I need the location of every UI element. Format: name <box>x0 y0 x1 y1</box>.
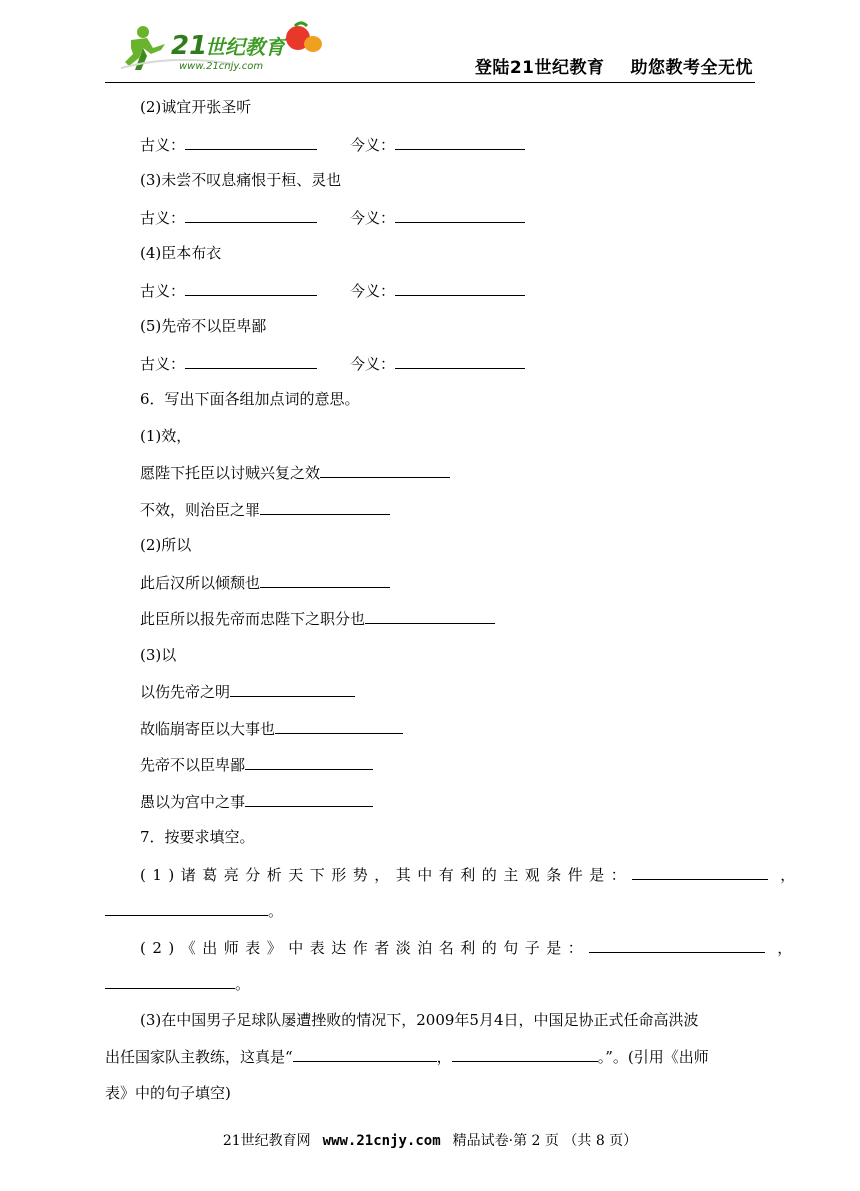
question-6-2a <box>140 570 390 594</box>
question-7-3c: 表》中的句子填空) <box>105 1084 231 1102</box>
question-7-2 <box>140 935 792 959</box>
svg-text:www.21cnjy.com: www.21cnjy.com <box>179 61 264 72</box>
blank <box>589 935 765 953</box>
question-7-1-cont <box>105 898 283 922</box>
question-5-3: (3)未尝不叹息痛恨于桓、灵也 <box>140 171 342 189</box>
sentence: 故临崩寄臣以大事也 <box>140 720 276 738</box>
jin-label: 今义： <box>350 355 396 373</box>
blank <box>105 971 235 989</box>
footer-url[interactable]: www.21cnjy.com <box>322 1133 441 1149</box>
blank <box>260 497 390 515</box>
jin-label: 今义： <box>350 282 396 300</box>
answer-line <box>140 278 525 302</box>
blank <box>395 278 525 296</box>
blank <box>395 351 525 369</box>
blank <box>185 205 317 223</box>
question-7-2-cont <box>105 971 250 995</box>
sentence: (1)诸葛亮分析天下形势，其中有利的主观条件是： <box>140 866 633 884</box>
blank <box>185 132 317 150</box>
header-slogan <box>475 53 753 78</box>
question-6-2b <box>140 606 495 630</box>
page-footer <box>0 1130 860 1150</box>
blank <box>632 862 768 880</box>
slogan-left: 登陆21世纪教育 <box>474 58 605 78</box>
question-5-2: (2)诚宜开张圣听 <box>140 98 252 116</box>
blank <box>452 1044 598 1062</box>
blank <box>245 789 373 807</box>
question-5-5: (5)先帝不以臣卑鄙 <box>140 317 267 335</box>
sentence: 不效，则治臣之罪 <box>140 501 261 519</box>
punct: ， <box>436 1048 452 1066</box>
blank <box>365 606 495 624</box>
jin-label: 今义： <box>350 209 396 227</box>
question-6-3b <box>140 716 403 740</box>
gu-label: 古义： <box>140 355 186 373</box>
question-6-3: (3)以 <box>140 646 177 664</box>
question-7-heading: 7．按要求填空。 <box>140 828 255 846</box>
footer-site: 21世纪教育网 <box>222 1133 311 1149</box>
sentence: (2)《出师表》中表达作者淡泊名利的句子是： <box>140 939 590 957</box>
svg-text:世纪教育: 世纪教育 <box>205 35 285 59</box>
punct: ， <box>780 866 796 884</box>
page-header <box>105 18 755 83</box>
answer-line <box>140 351 525 375</box>
jin-label: 今义： <box>350 136 396 154</box>
blank <box>230 679 355 697</box>
blank <box>395 132 525 150</box>
punct: ， <box>777 939 793 957</box>
sentence: 此后汉所以倾颓也 <box>140 574 261 592</box>
blank <box>260 570 390 588</box>
answer-line <box>140 205 525 229</box>
question-6-2: (2)所以 <box>140 536 192 554</box>
punct: 。 <box>268 902 284 920</box>
question-7-1 <box>140 862 795 886</box>
question-7-3b <box>105 1044 709 1068</box>
sentence: 愿陛下托臣以讨贼兴复之效 <box>140 464 321 482</box>
sentence: 以伤先帝之明 <box>140 683 231 701</box>
blank <box>395 205 525 223</box>
sentence: 出任国家队主教练，这真是“ <box>105 1048 293 1066</box>
question-6-3a <box>140 679 355 703</box>
gu-label: 古义： <box>140 282 186 300</box>
answer-line <box>140 132 525 156</box>
blank <box>105 898 268 916</box>
question-7-3a: (3)在中国男子足球队屡遭挫败的情况下，2009年5月4日，中国足协正式任命高洪波 <box>140 1011 699 1029</box>
sentence: 愚以为宫中之事 <box>140 793 246 811</box>
sentence: 先帝不以臣卑鄙 <box>140 756 246 774</box>
punct: 。 <box>235 975 251 993</box>
gu-label: 古义： <box>140 209 186 227</box>
blank <box>275 716 403 734</box>
blank <box>293 1044 437 1062</box>
question-6-1b <box>140 497 390 521</box>
question-6-3c <box>140 752 373 776</box>
question-6-3d <box>140 789 373 813</box>
blank <box>320 460 450 478</box>
question-6-1a <box>140 460 450 484</box>
site-logo <box>113 18 343 78</box>
slogan-right: 助您教考全无忧 <box>630 58 753 78</box>
question-5-4: (4)臣本布衣 <box>140 244 222 262</box>
question-6-1: (1)效， <box>140 427 192 445</box>
question-6-heading: 6．写出下面各组加点词的意思。 <box>140 390 360 408</box>
footer-page-info: 精品试卷·第 2 页 （共 8 页） <box>452 1133 638 1149</box>
blank <box>185 278 317 296</box>
blank <box>185 351 317 369</box>
blank <box>245 752 373 770</box>
svg-text:21: 21 <box>171 31 208 61</box>
sentence: 此臣所以报先帝而忠陛下之职分也 <box>140 610 366 628</box>
sentence: 。”。(引用《出师 <box>597 1048 709 1066</box>
gu-label: 古义： <box>140 136 186 154</box>
